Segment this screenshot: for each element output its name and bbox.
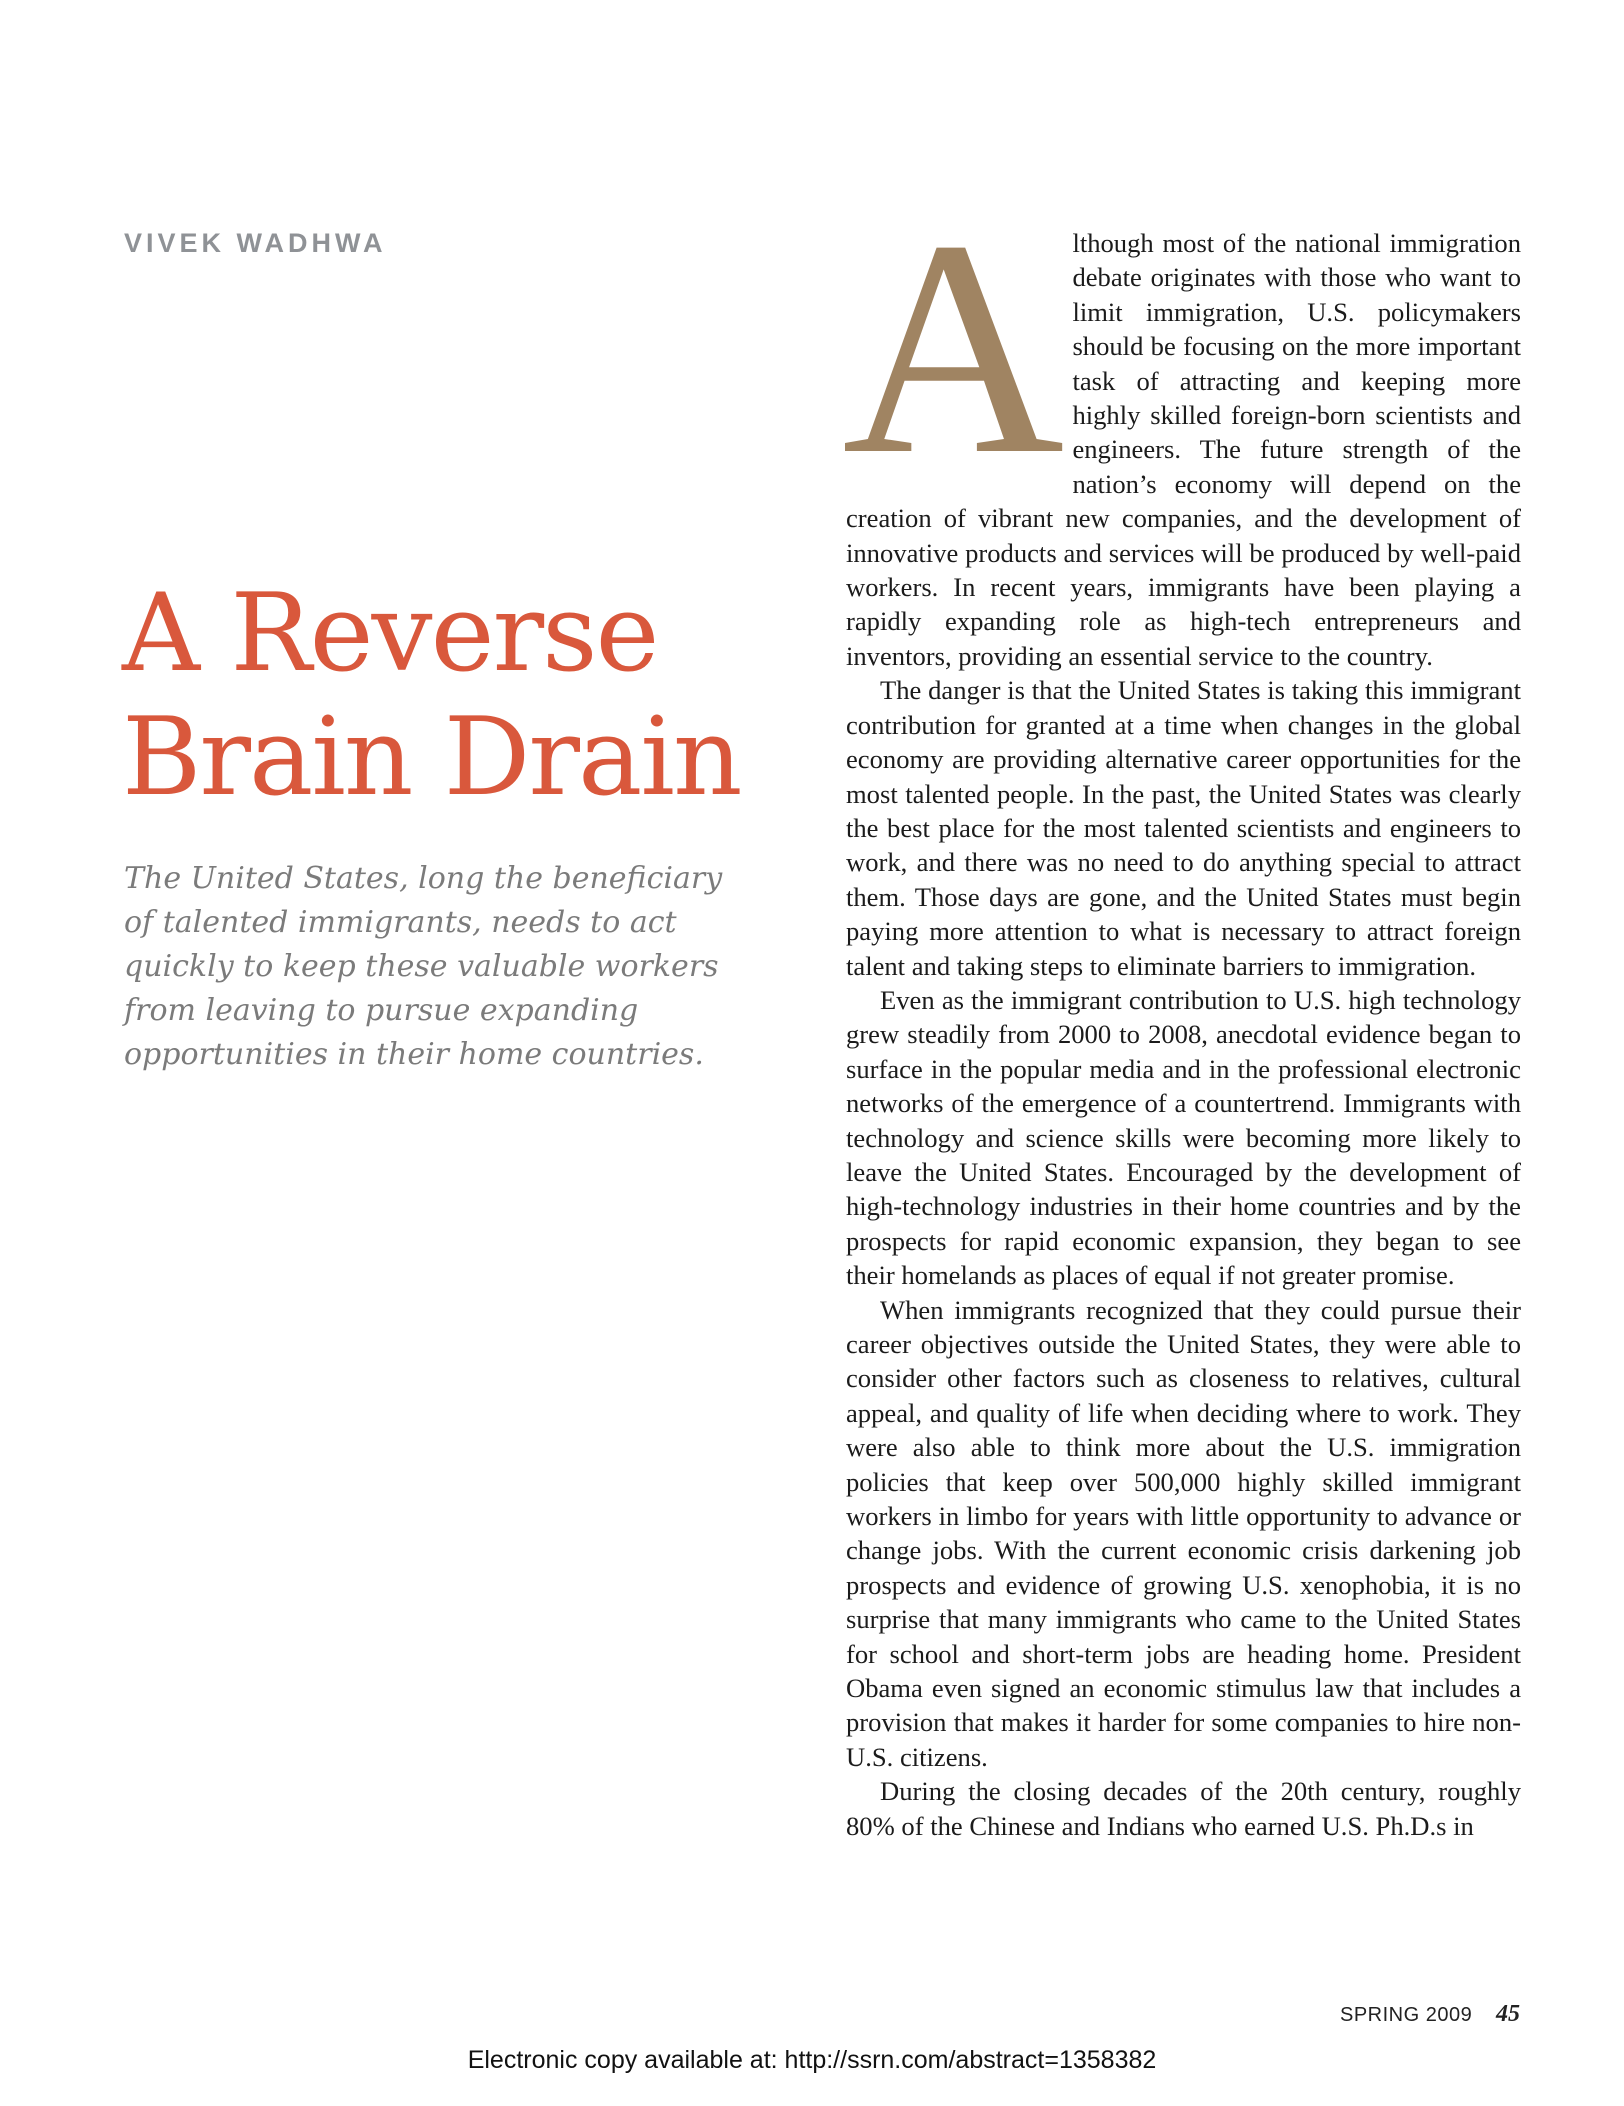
body-text-column	[842, 177, 1521, 1843]
body-paragraph-2: The danger is that the United States is taking this immigrant contribution for granted at a time when changes in the global economy are providing alternative career opportunities for the most talented people. In the past, the United States was clearly the best place for the most talented scientists and engineers to work, and there was no need to do anything special to attract them. Those days are gone, and the United States must begin paying more attention to what is necessary to attract foreign talent and taking steps to eliminate barriers to immigration.	[846, 675, 1521, 981]
body-paragraph-4: When immigrants recognized that they could pursue their career objectives outside the United States, they were able to consider other factors such as closeness to relatives, cultural appeal, and quality of life when deciding where to work. They were also able to think more about the U.S. immigration policies that keep over 500,000 highly skilled immigrant workers in limbo for years with little opportunity to advance or change jobs. With the current economic crisis darkening job prospects and evidence of growing U.S. xenophobia, it is no surprise that many immigrants who came to the United States for school and short-term jobs are heading home. President Obama even signed an economic stimulus law that includes a provision that makes it harder for some companies to hire non-U.S. citizens.	[846, 1294, 1521, 1772]
page-number: 45	[1496, 2001, 1520, 2027]
body-paragraph-5: During the closing decades of the 20th century, roughly 80% of the Chinese and Indians who earned U.S. Ph.D.s in	[846, 1776, 1521, 1841]
body-paragraph-3: Even as the immigrant contribution to U.S. high technology grew steadily from 2000 to 2008, anecdotal evidence began to surface in the popular media and in the professional electronic networks of the emergence of a countertrend. Immigrants with technology and science skills were becoming more likely to leave the United States. Encouraged by the development of high-technology industries in their home countries and by the prospects for rapid economic expansion, they began to see their homelands as places of equal if not greater promise.	[846, 984, 1521, 1291]
ssrn-notice: Electronic copy available at: http://ssrn.com/abstract=1358382	[467, 2046, 1157, 2074]
article-deck: The United States, long the beneficiary of talented immigrants, needs to act quickly to keep these valuable workers from leaving to pursue expanding opportunities in their home countries.	[124, 861, 723, 1072]
body-paragraph-1: lthough most of the national immigration debate originates with those who want to limit immigration, U.S. policymakers should be focusing on the more important task of attracting and keeping more highly skilled foreign-born scientists and engineers. The future strength of the nation’s economy will depend on the creation of vibrant new companies, and the development of innovative products and services will be produced by well-paid workers. In recent years, immigrants have been playing a rapidly expanding role as high-tech entrepreneurs and inventors, providing an essential service to the country.	[846, 228, 1521, 671]
title-line-2: Brain Drain	[122, 695, 741, 820]
title-line-1: A Reverse	[122, 571, 658, 696]
article-title	[122, 572, 762, 820]
drop-cap: A	[842, 177, 1065, 518]
issue-label: SPRING 2009	[1340, 2004, 1473, 2026]
author-byline: VIVEK WADHWA	[124, 228, 387, 258]
